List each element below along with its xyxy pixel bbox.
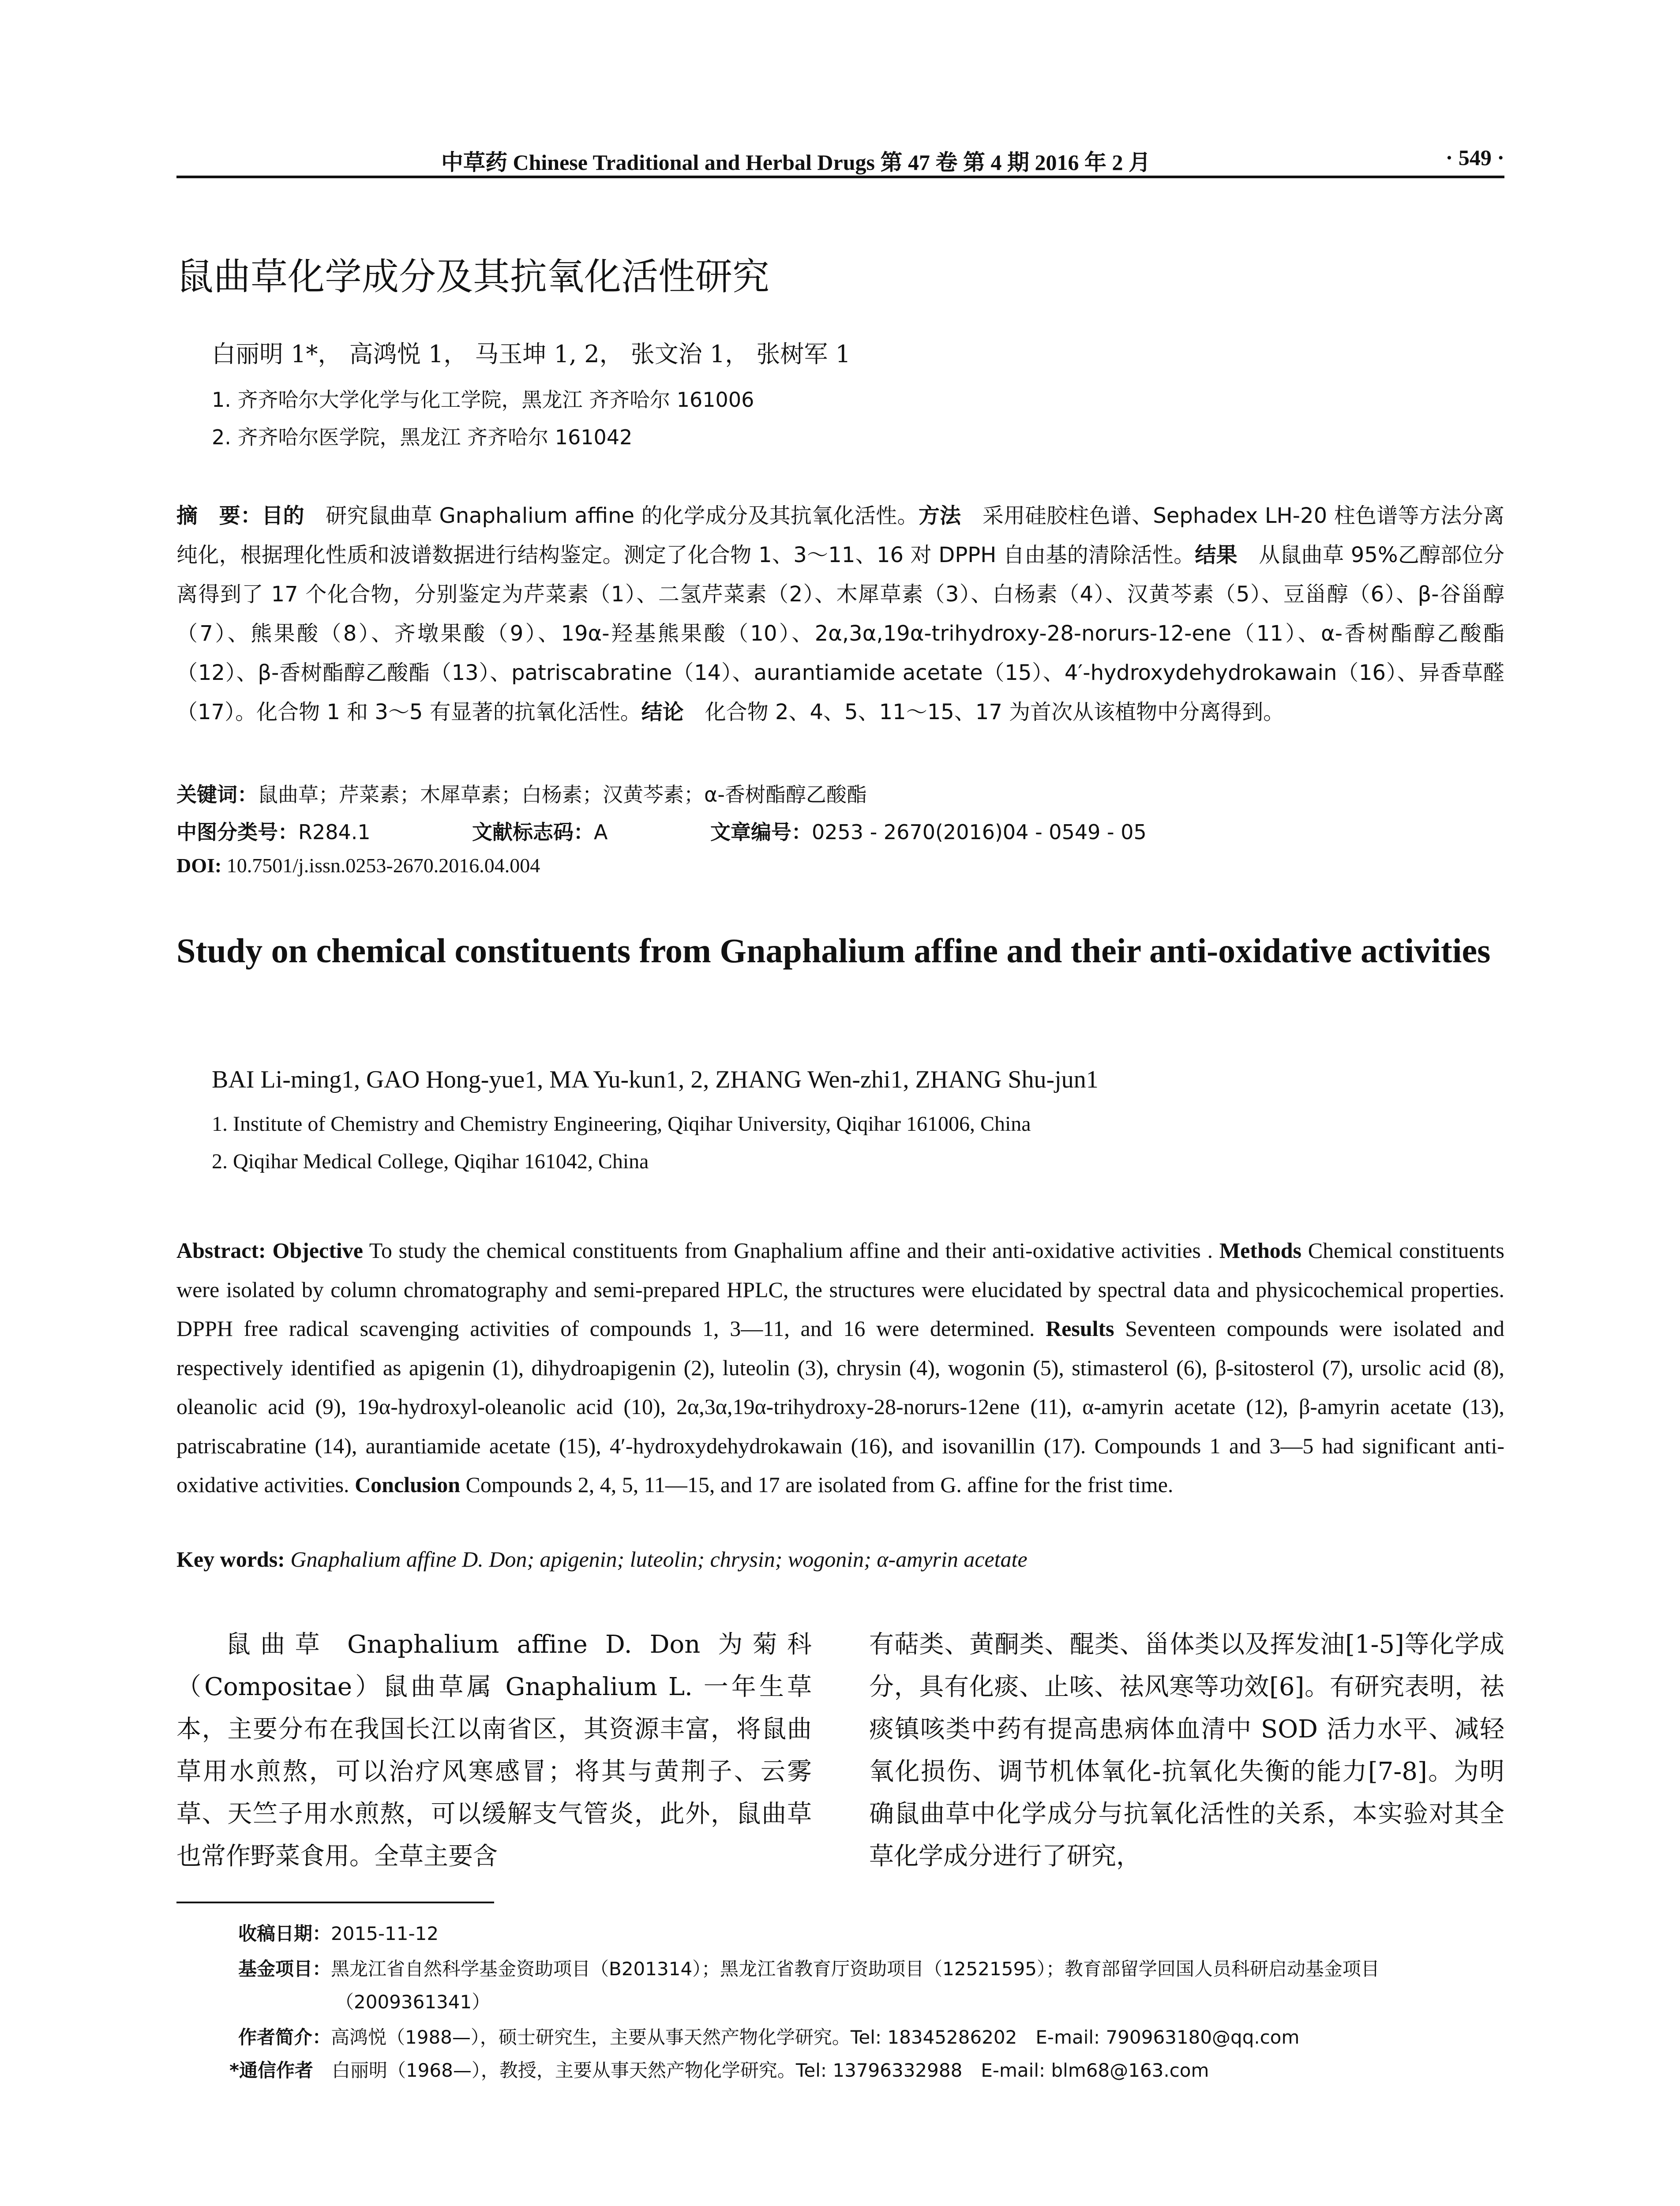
- abstract-en-res: Seventeen compounds were isolated and respectively identified as apigenin (1), dihydroapigenin (2), luteolin (3), chrysin (4), wogonin (5), stimasterol (6), β-sitosterol (7), ursolic acid (8), oleanolic acid (9), 19α-hydroxyl-oleanolic acid (10), 2α,3α,19α-trihydroxy-28-norurs-12ene (11), α-amyrin acetate (12), β-amyrin acetate (13), patriscabratine (14), aurantiamide acetate (15), 4′-hydroxydehydrokawain (16), and isovanillin (17). Compounds 1 and 3—5 had significant anti-oxidative activities.: [176, 1316, 1504, 1497]
- abstract-cn-con-label: 结论: [641, 700, 684, 724]
- footnote-rule: [176, 1902, 494, 1903]
- keywords-cn-label: 关键词：: [176, 783, 258, 807]
- title-cn: 鼠曲草化学成分及其抗氧化活性研究: [176, 255, 770, 298]
- doc-code: [472, 816, 608, 845]
- clc-value: R284.1: [298, 820, 371, 844]
- doi-value: 10.7501/j.issn.0253-2670.2016.04.004: [226, 854, 540, 877]
- abstract-cn-res: 从鼠曲草 95%乙醇部位分离得到了 17 个化合物，分别鉴定为芹菜素（1）、二氢芹菜素（2）、木犀草素（3）、白杨素（4）、汉黄芩素（5）、豆甾醇（6）、β-谷甾醇（7）、熊果酸（8）、齐墩果酸（9）、19α-羟基熊果酸（10）、2α,3α,19α-trihydroxy-28-norurs-12-ene（11）、α-香树酯醇乙酸酯（12）、β-香树酯醇乙酸酯（13）、patriscabratine（14）、aurantiamide acetate（15）、4′-hydroxydehydrokawain（16）、异香草醛（17）。化合物 1 和 3～5 有显著的抗氧化活性。: [176, 543, 1504, 724]
- article-number: [710, 816, 1147, 845]
- title-en: Study on chemical constituents from Gnaphalium affine and their anti-oxidative activities: [176, 931, 1491, 970]
- abstract-cn-con: 化合物 2、4、5、11～15、17 为首次从该植物中分离得到。: [683, 700, 1285, 724]
- author-label: 作者简介：: [238, 2026, 331, 2048]
- author-value: 高鸿悦（1988—），硕士研究生，主要从事天然产物化学研究。Tel: 18345286202 E-mail: 790963180@qq.com: [331, 2026, 1300, 2048]
- affiliation-en-1: 1. Institute of Chemistry and Chemistry Engineering, Qiqihar University, Qiqihar 161006, China: [212, 1112, 1031, 1136]
- keywords-cn-text: 鼠曲草；芹菜素；木犀草素；白杨素；汉黄芩素；α-香树酯醇乙酸酯: [258, 783, 867, 807]
- abstract-en-obj: To study the chemical constituents from Gnaphalium affine and their anti-oxidative activities .: [363, 1238, 1219, 1263]
- corresponding-label: *通信作者: [229, 2060, 332, 2081]
- authors-cn: 白丽明 1*， 高鸿悦 1， 马玉坤 1, 2， 张文治 1， 张树军 1: [212, 340, 851, 368]
- header-rule: [176, 176, 1504, 178]
- clc-number: [176, 816, 371, 845]
- fund-label: 基金项目：: [238, 1958, 331, 1980]
- abstract-en-meth-label: Methods: [1219, 1238, 1302, 1263]
- fund-value: 黑龙江省自然科学基金资助项目（B201314）；黑龙江省教育厅资助项目（12521595）；教育部留学回国人员科研启动基金项目: [331, 1958, 1380, 1980]
- abstract-cn-obj: 研究鼠曲草 Gnaphalium affine 的化学成分及其抗氧化活性。: [304, 503, 919, 528]
- keywords-cn: [176, 779, 867, 808]
- keywords-en: [176, 1546, 1028, 1572]
- article-value: 0253 - 2670(2016)04 - 0549 - 05: [812, 820, 1147, 844]
- footnote-fund: [238, 1955, 1380, 1981]
- abstract-en: [176, 1231, 1504, 1504]
- abstract-cn-label: 摘 要：: [176, 503, 262, 528]
- abstract-cn-meth: 采用硅胶柱色谱、Sephadex LH-20 柱色谱等方法分离纯化，根据理化性质和波谱数据进行结构鉴定。测定了化合物 1、3～11、16 对 DPPH 自由基的清除活性。: [176, 503, 1504, 567]
- keywords-en-label: Key words:: [176, 1547, 285, 1572]
- doi: [176, 854, 540, 877]
- footnote-author: [238, 2023, 1299, 2049]
- corresponding-value: 白丽明（1968—），教授，主要从事天然产物化学研究。Tel: 13796332988 E-mail: blm68@163.com: [331, 2060, 1209, 2081]
- keywords-en-text: Gnaphalium affine D. Don; apigenin; luteolin; chrysin; wogonin; α-amyrin acetate: [285, 1547, 1028, 1572]
- article-label: 文章编号：: [710, 820, 812, 844]
- doc-label: 文献标志码：: [472, 820, 594, 844]
- body-column-left: 鼠曲草 Gnaphalium affine D. Don 为菊科（Compositae）鼠曲草属 Gnaphalium L. 一年生草本，主要分布在我国长江以南省区，其资源丰富，将鼠曲草用水煎熬，可以治疗风寒感冒；将其与黄荆子、云雾草、天竺子用水煎熬，可以缓解支气管炎，此外，鼠曲草也常作野菜食用。全草主要含: [176, 1630, 812, 1871]
- abstract-en-con: Compounds 2, 4, 5, 11—15, and 17 are isolated from G. affine for the frist time.: [460, 1472, 1174, 1497]
- received-label: 收稿日期：: [238, 1923, 331, 1944]
- doi-label: DOI:: [176, 854, 222, 877]
- journal-info: 中草药 Chinese Traditional and Herbal Drugs 第 47 卷 第 4 期 2016 年 2 月: [441, 150, 1151, 175]
- page-number: · 549 ·: [1445, 145, 1504, 170]
- abstract-en-meth: Chemical constituents were isolated by column chromatography and semi-prepared HPLC, the structures were elucidated by spectral data and physicochemical properties. DPPH free radical scavenging activities of compounds 1, 3—11, and 16 were determined.: [176, 1238, 1504, 1341]
- received-value: 2015-11-12: [331, 1923, 439, 1944]
- body-column-right: 有萜类、黄酮类、醌类、甾体类以及挥发油[1-5]等化学成分，具有化痰、止咳、祛风寒等功效[6]。有研究表明，祛痰镇咳类中药有提高患病体血清中 SOD 活力水平、减轻氧化损伤、调节机体氧化-抗氧化失衡的能力[7-8]。为明确鼠曲草中化学成分与抗氧化活性的关系，本实验对其全草化学成分进行了研究，: [869, 1630, 1504, 1871]
- running-header: [176, 140, 1504, 176]
- abstract-cn-res-label: 结果: [1195, 543, 1238, 567]
- footnote-corresponding: [229, 2056, 1209, 2082]
- affiliation-cn-2: 2. 齐齐哈尔医学院，黑龙江 齐齐哈尔 161042: [212, 425, 633, 449]
- affiliation-en-2: 2. Qiqihar Medical College, Qiqihar 161042, China: [212, 1150, 649, 1173]
- clc-label: 中图分类号：: [176, 820, 298, 844]
- footnote-fund-continued: （2009361341）: [335, 1991, 491, 2013]
- abstract-cn-obj-label: 目的: [262, 503, 304, 528]
- abstract-en-label: Abstract: Objective: [176, 1238, 363, 1263]
- doc-value: A: [594, 820, 608, 844]
- abstract-en-res-label: Results: [1046, 1316, 1114, 1341]
- abstract-cn-meth-label: 方法: [918, 503, 961, 528]
- authors-en: BAI Li-ming1, GAO Hong-yue1, MA Yu-kun1, 2, ZHANG Wen-zhi1, ZHANG Shu-jun1: [212, 1066, 1099, 1093]
- footnote-received: [238, 1919, 439, 1946]
- abstract-en-con-label: Conclusion: [355, 1472, 461, 1497]
- affiliation-cn-1: 1. 齐齐哈尔大学化学与化工学院，黑龙江 齐齐哈尔 161006: [212, 388, 754, 412]
- abstract-cn: [176, 496, 1504, 732]
